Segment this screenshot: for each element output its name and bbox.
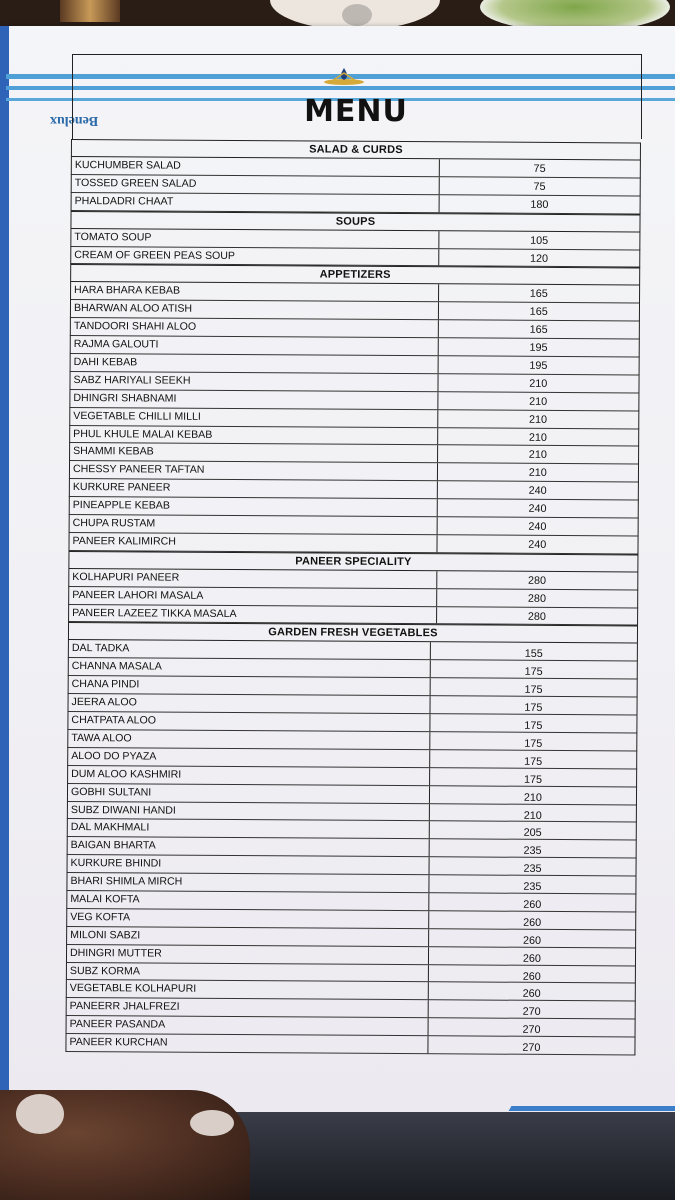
page-title: MENU — [304, 94, 408, 129]
menu-item-name: VEGETABLE CHILLI MILLI — [70, 408, 438, 427]
menu-item-name: SUBZ KORMA — [67, 963, 429, 982]
menu-item-name: VEGETABLE KOLHAPURI — [67, 980, 429, 999]
folder-edge — [0, 26, 9, 1106]
menu-item-price: 75 — [533, 162, 546, 175]
menu-item-name: BHARWAN ALOO ATISH — [71, 300, 439, 319]
menu-item-price: 175 — [524, 701, 543, 715]
section-appetizers — [68, 264, 640, 554]
menu-item-name: PANEER KALIMIRCH — [69, 533, 437, 552]
menu-item-price: 240 — [528, 485, 547, 498]
menu-item-name: PANEER PASANDA — [67, 1016, 429, 1035]
menu-item-name: PANEER KURCHAN — [66, 1034, 428, 1053]
menu-item-price: 165 — [529, 306, 548, 319]
menu-item-name: KOLHAPURI PANEER — [69, 569, 437, 588]
menu-item-price: 205 — [523, 827, 542, 840]
menu-item-price: 195 — [529, 341, 548, 355]
menu-item-name: TAWA ALOO — [68, 730, 430, 749]
section-heading: GARDEN FRESH VEGETABLES — [68, 622, 638, 643]
menu-item-name: ALOO DO PYAZA — [68, 748, 430, 767]
menu-item-price: 180 — [530, 198, 549, 211]
section-heading: SOUPS — [70, 211, 640, 232]
menu-item-name: HARA BHARA KEBAB — [71, 282, 439, 301]
menu-item-price: 210 — [529, 413, 548, 426]
glass — [60, 0, 120, 22]
menu-item-name: PANEER LAZEEZ TIKKA MASALA — [69, 605, 437, 624]
menu-item-price: 210 — [523, 791, 542, 804]
menu-item-name: PHUL KHULE MALAI KEBAB — [70, 426, 438, 445]
menu-item-price: 235 — [523, 862, 542, 876]
menu-item-name: GOBHI SULTANI — [68, 784, 430, 803]
menu-item-price: 260 — [523, 916, 542, 929]
menu-item-name: BHARI SHIMLA MIRCH — [67, 873, 429, 892]
menu-item-price: 240 — [528, 502, 547, 516]
menu-item-name: PHALDADRI CHAAT — [72, 193, 440, 212]
menu-item-name: MALAI KOFTA — [67, 891, 429, 910]
menu-item-name: KUCHUMBER SALAD — [72, 157, 440, 176]
menu-item-price: 165 — [529, 288, 548, 301]
menu-item-price: 120 — [529, 252, 549, 265]
menu-item-price: 210 — [528, 467, 547, 480]
menu-item-price: 210 — [528, 431, 547, 444]
menu-item-price: 240 — [528, 520, 547, 533]
menu-item-price: 260 — [522, 952, 541, 965]
menu-item-name: JEERA ALOO — [69, 694, 431, 713]
menu-item-name: DAHI KEBAB — [71, 354, 439, 373]
menu-item-name: CHESSY PANEER TAFTAN — [70, 461, 438, 480]
decorative-stripe — [509, 1106, 675, 1111]
section-heading: PANEER SPECIALITY — [68, 551, 638, 572]
menu-item-name: CHANNA MASALA — [69, 658, 431, 677]
menu-item-price: 75 — [533, 180, 546, 193]
menu-item-price: 175 — [523, 773, 543, 786]
menu-item-price: 165 — [529, 324, 548, 337]
menu-item-name: KURKURE BHINDI — [68, 855, 430, 874]
menu-item-price: 280 — [527, 592, 547, 605]
menu-item-name: SABZ HARIYALI SEEKH — [70, 372, 438, 391]
menu-item-name: TOMATO SOUP — [71, 229, 439, 248]
menu-item-name: PINEAPPLE KEBAB — [70, 497, 438, 516]
menu-item-price: 155 — [524, 648, 543, 661]
background-fabric — [230, 1112, 675, 1200]
thumbnail — [16, 1094, 64, 1134]
menu-item-price: 260 — [523, 898, 542, 911]
menu-item-name: PANEER LAHORI MASALA — [69, 587, 437, 606]
menu-item-name: TANDOORI SHAHI ALOO — [71, 318, 439, 337]
menu-item-name: CHUPA RUSTAM — [70, 515, 438, 534]
menu-item-row — [65, 1034, 635, 1055]
menu-item-price: 260 — [522, 970, 541, 983]
spoon — [342, 4, 372, 26]
brand-mark: Benelux — [50, 113, 99, 128]
menu-item-name: CREAM OF GREEN PEAS SOUP — [71, 247, 439, 266]
menu-item-price: 270 — [522, 1023, 541, 1037]
menu-item-name: MILONI SABZI — [67, 927, 429, 946]
menu-item-price: 175 — [524, 755, 543, 768]
menu-item-price: 280 — [527, 610, 546, 623]
menu-item-price: 210 — [529, 377, 548, 390]
menu-item-name: VEG KOFTA — [67, 909, 429, 928]
menu-item-price: 270 — [522, 1041, 541, 1054]
menu-item-name: DUM ALOO KASHMIRI — [68, 766, 430, 785]
section-salad-curds — [71, 139, 641, 214]
section-heading: APPETIZERS — [70, 264, 640, 285]
fingernail — [190, 1110, 234, 1136]
menu-item-name: DHINGRI SHABNAMI — [70, 390, 438, 409]
menu-item-price: 210 — [528, 449, 547, 462]
menu-item-price: 280 — [528, 574, 547, 587]
menu-item-price: 240 — [528, 538, 547, 551]
menu-table — [65, 139, 641, 1055]
menu-item-name: SHAMMI KEBAB — [70, 443, 438, 462]
menu-item-price: 105 — [530, 234, 549, 247]
menu-item-price: 210 — [529, 395, 548, 408]
menu-item-name: RAJMA GALOUTI — [71, 336, 439, 355]
menu-item-price: 260 — [522, 934, 542, 947]
menu-item-name: PANEERR JHALFREZI — [67, 998, 429, 1017]
menu-item-name: DAL MAKHMALI — [68, 819, 430, 838]
menu-item-name: TOSSED GREEN SALAD — [72, 175, 440, 194]
menu-item-price: 175 — [524, 719, 543, 732]
menu-item-name: KURKURE PANEER — [70, 479, 438, 498]
menu-item-price: 235 — [523, 845, 542, 858]
menu-item-name: CHATPATA ALOO — [68, 712, 430, 731]
menu-item-name: BAIGAN BHARTA — [68, 837, 430, 856]
menu-item-price: 270 — [522, 1006, 541, 1019]
menu-item-price: 260 — [522, 988, 541, 1001]
menu-item-name: CHANA PINDI — [69, 676, 431, 695]
menu-item-name: SUBZ DIWANI HANDI — [68, 801, 430, 820]
section-heading: SALAD & CURDS — [71, 139, 641, 160]
menu-item-price: 175 — [524, 737, 543, 750]
menu-item-name: DAL TADKA — [69, 640, 431, 659]
menu-item-name: DHINGRI MUTTER — [67, 945, 429, 964]
menu-item-price: 195 — [529, 359, 548, 372]
menu-item-price: 210 — [523, 809, 542, 822]
menu-item-price: 235 — [523, 880, 542, 893]
menu-item-price: 175 — [524, 666, 543, 679]
menu-item-price: 175 — [524, 684, 543, 697]
section-soups — [70, 211, 640, 268]
section-paneer-speciality — [68, 551, 638, 626]
section-garden-fresh-vegetables — [65, 622, 638, 1055]
